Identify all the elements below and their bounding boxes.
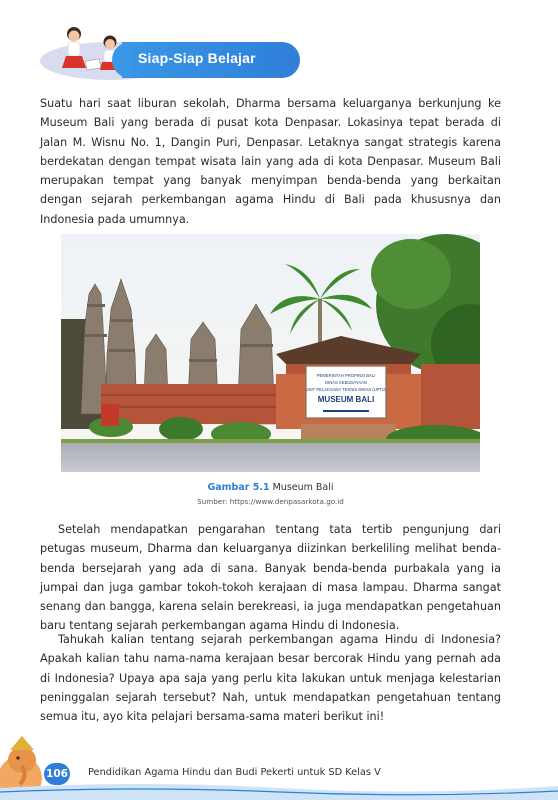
sign-line-2: DINAS KEBUDAYAAN: [325, 380, 367, 385]
section-title: Siap-Siap Belajar: [138, 50, 256, 66]
sign-name: MUSEUM BALI: [317, 395, 375, 404]
page-number: 106: [44, 763, 70, 785]
body-paragraph-3: Tahukah kalian tentang sejarah perkembangan agama Hindu di Indonesia? Apakah kalian tahu nama-nama kerajaan besar bercorak Hindu yang pernah ada di Indonesia? Upaya apa saja yang perlu kita lakukan untuk menjaga kelestarian peninggalan sejarah tersebut? Nah, untuk mendapatkan pengetahuan tentang semua itu, ayo kita pelajari bersama-sama materi berikut ini!: [40, 633, 501, 724]
sign-line-3: UNIT PELAKSANA TEKNIS DINAS (UPTD): [305, 387, 387, 392]
body-paragraph-2: Setelah mendapatkan pengarahan tentang tata tertib pengunjung dari petugas museum, Dharma dan keluarganya diizinkan berkeliling melihat benda-benda bersejarah yang ada di sana. Banyak benda-benda purbakala yang ia jumpai dan juga gambar tokoh-tokoh kerajaan di masa lampau. Dharma sangat senang dan bangga, karena selain berekreasi, ia juga mendapatkan pengetahuan baru tentang sejarah perkembangan agama Hindu di Indonesia.: [40, 523, 501, 633]
figure-caption: [61, 482, 480, 493]
figure-label: Gambar 5.1: [207, 482, 270, 493]
intro-paragraph: Suatu hari saat liburan sekolah, Dharma bersama keluarganya berkunjung ke Museum Bali yang berada di pusat kota Denpasar. Lokasinya tepat berada di Jalan M. Wisnu No. 1, Dangin Puri, Denpasar. Letaknya sangat strategis karena berdekatan dengan tempat wisata lain yang ada di kota Denpasar. Museum Bali merupakan tempat yang banyak menyimpan benda-benda yang berkaitan dengan sejarah perkembangan agama Hindu di Bali pada khususnya dan Indonesia pada umumnya.: [40, 97, 501, 226]
figure-title: Museum Bali: [272, 482, 334, 493]
sign-line-1: PEMERINTAH PROPINSI BALI: [316, 373, 376, 378]
museum-bali-illustration: [61, 234, 480, 472]
figure-source: Sumber: https://www.denpasarkota.go.id: [197, 497, 344, 506]
book-title: Pendidikan Agama Hindu dan Budi Pekerti untuk SD Kelas V: [88, 767, 381, 778]
section-header: [40, 22, 302, 86]
museum-bali-photo: [61, 234, 480, 472]
footer-wave: [0, 778, 558, 800]
